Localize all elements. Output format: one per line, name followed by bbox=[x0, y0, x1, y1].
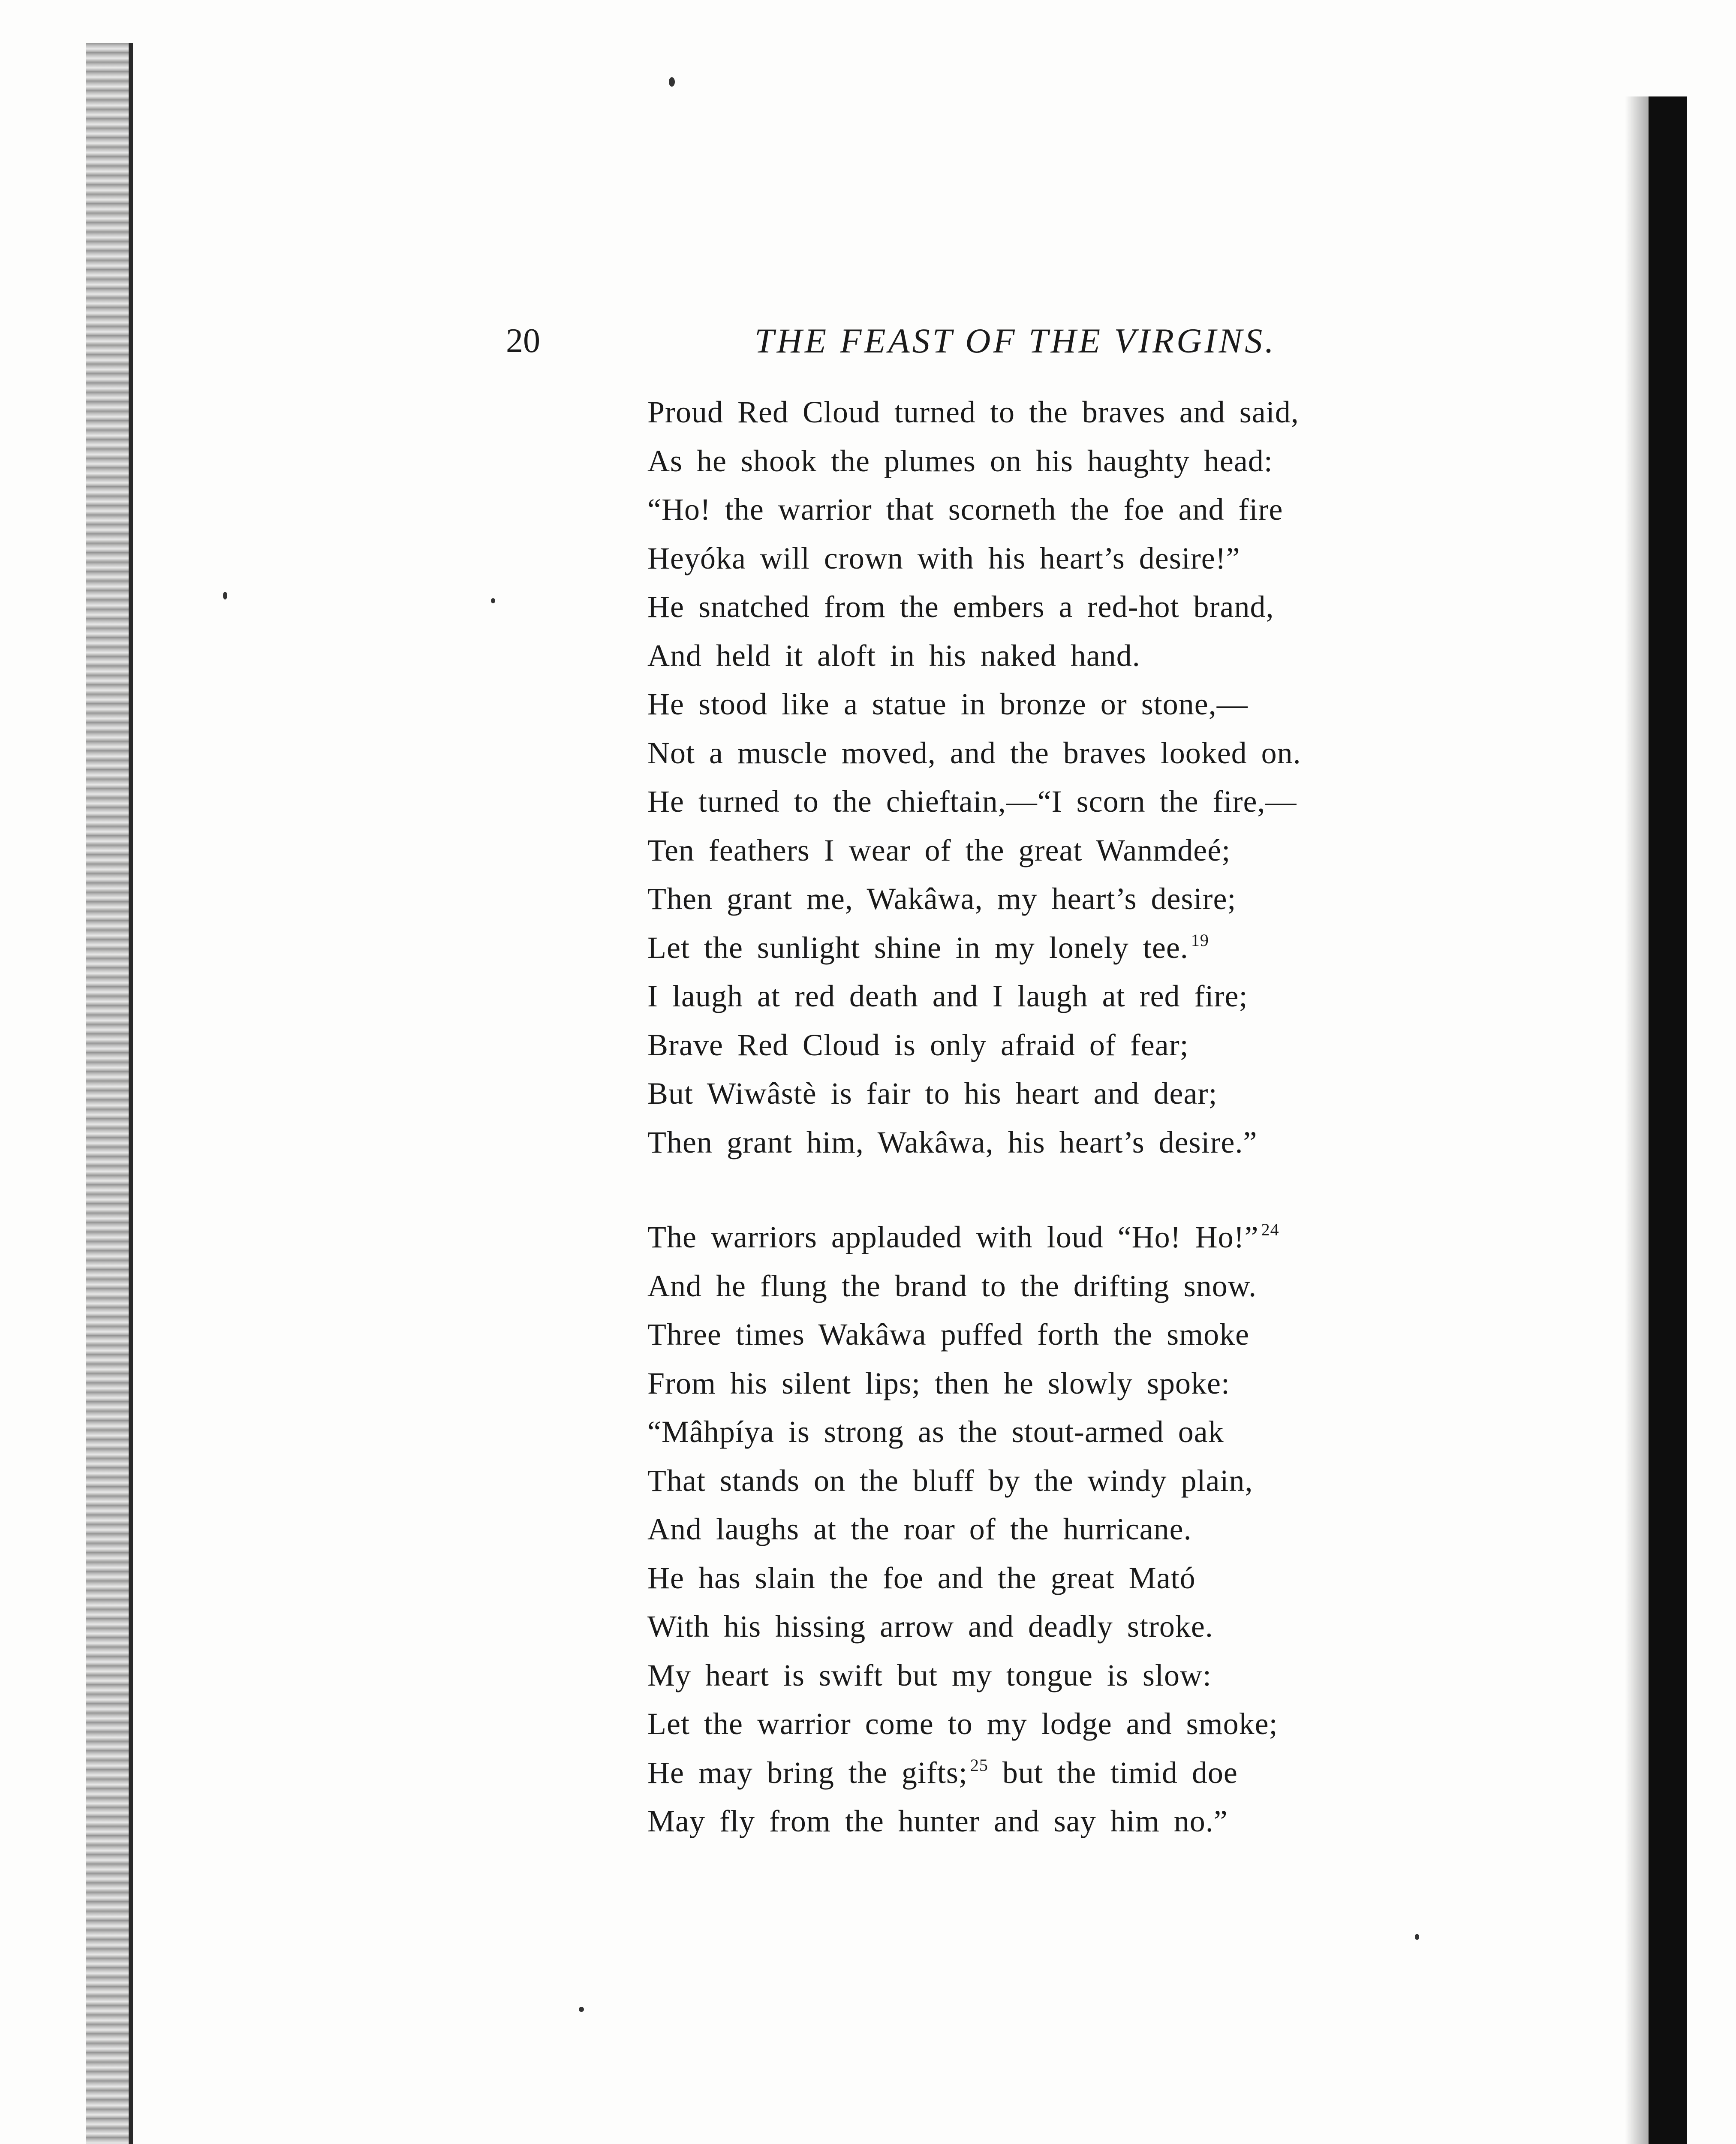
poem-line bbox=[647, 972, 1505, 1021]
poem-line-text: Let the warrior come to my lodge and smoke; bbox=[647, 1707, 1278, 1741]
scan-speck bbox=[1415, 1934, 1419, 1940]
scan-speck bbox=[669, 77, 675, 87]
binding-edge-left bbox=[86, 43, 133, 2144]
poem-line-text: He stood like a statue in bronze or stone,— bbox=[647, 687, 1248, 721]
poem-line bbox=[647, 437, 1505, 486]
poem-line-text: From his silent lips; then he slowly spoke: bbox=[647, 1366, 1230, 1400]
poem-line bbox=[647, 1700, 1505, 1749]
poem-line bbox=[647, 485, 1505, 534]
binding-shadow-fade bbox=[1625, 96, 1651, 2144]
poem-line bbox=[647, 1359, 1505, 1408]
footnote-marker: 24 bbox=[1261, 1220, 1279, 1239]
poem-line bbox=[647, 1310, 1505, 1359]
poem-line bbox=[647, 1118, 1505, 1167]
running-title: THE FEAST OF THE VIRGINS. bbox=[755, 321, 1276, 360]
poem-line bbox=[647, 1797, 1505, 1846]
stanza bbox=[647, 388, 1505, 1167]
poem-line-text: That stands on the bluff by the windy plain, bbox=[647, 1463, 1253, 1498]
poem-body bbox=[647, 388, 1505, 1892]
poem-line bbox=[647, 1021, 1505, 1070]
stanza bbox=[647, 1213, 1505, 1846]
poem-line-text: May fly from the hunter and say him no.” bbox=[647, 1804, 1228, 1838]
poem-line bbox=[647, 875, 1505, 924]
poem-line bbox=[647, 1505, 1505, 1554]
poem-line-text: Then grant me, Wakâwa, my heart’s desire; bbox=[647, 882, 1237, 916]
poem-line bbox=[647, 632, 1505, 681]
poem-line bbox=[647, 1069, 1505, 1118]
binding-line-left bbox=[129, 43, 133, 2144]
poem-line-text: And he flung the brand to the drifting snow. bbox=[647, 1268, 1257, 1303]
poem-line-text: Let the sunlight shine in my lonely tee. bbox=[647, 930, 1188, 965]
poem-line bbox=[647, 1602, 1505, 1651]
poem-line bbox=[647, 1749, 1505, 1798]
poem-line-text: And laughs at the roar of the hurricane. bbox=[647, 1512, 1192, 1546]
poem-line-text: As he shook the plumes on his haughty head: bbox=[647, 443, 1273, 478]
poem-line-text: “Mâhpíya is strong as the stout-armed oak bbox=[647, 1415, 1224, 1449]
poem-line-text: Not a muscle moved, and the braves looked on. bbox=[647, 735, 1301, 770]
poem-line bbox=[647, 680, 1505, 729]
poem-line bbox=[647, 826, 1505, 875]
poem-line bbox=[647, 777, 1505, 826]
poem-line bbox=[647, 583, 1505, 632]
poem-line-text: Heyóka will crown with his heart’s desire!” bbox=[647, 541, 1240, 575]
poem-line-text: Proud Red Cloud turned to the braves and said, bbox=[647, 395, 1299, 429]
poem-line-text: He has slain the foe and the great Mató bbox=[647, 1560, 1196, 1595]
poem-line-text: Brave Red Cloud is only afraid of fear; bbox=[647, 1027, 1189, 1062]
poem-line-text: With his hissing arrow and deadly stroke. bbox=[647, 1609, 1213, 1644]
footnote-marker: 25 bbox=[970, 1755, 988, 1775]
poem-line-text: He snatched from the embers a red-hot brand, bbox=[647, 590, 1274, 624]
poem-line bbox=[647, 1651, 1505, 1700]
poem-line bbox=[647, 388, 1505, 437]
scan-speck bbox=[491, 598, 495, 603]
poem-line-text: Then grant him, Wakâwa, his heart’s desire.” bbox=[647, 1125, 1258, 1159]
page-number: 20 bbox=[506, 322, 540, 360]
poem-line bbox=[647, 1457, 1505, 1506]
poem-line-text: Three times Wakâwa puffed forth the smoke bbox=[647, 1317, 1250, 1352]
poem-line-text: My heart is swift but my tongue is slow: bbox=[647, 1658, 1212, 1692]
poem-line bbox=[647, 729, 1505, 778]
poem-line-text: And held it aloft in his naked hand. bbox=[647, 638, 1140, 673]
scan-speck bbox=[223, 592, 227, 599]
poem-line-text-continued: but the timid doe bbox=[988, 1755, 1238, 1790]
poem-line bbox=[647, 1262, 1505, 1311]
poem-line-text: He may bring the gifts; bbox=[647, 1755, 968, 1790]
poem-line-text: But Wiwâstè is fair to his heart and dear; bbox=[647, 1076, 1218, 1111]
poem-line bbox=[647, 1554, 1505, 1603]
poem-line bbox=[647, 924, 1505, 973]
poem-line-text: “Ho! the warrior that scorneth the foe and fire bbox=[647, 492, 1283, 527]
poem-line-text: He turned to the chieftain,—“I scorn the fire,— bbox=[647, 784, 1297, 819]
footnote-marker: 19 bbox=[1191, 930, 1209, 950]
poem-line-text: Ten feathers I wear of the great Wanmdeé; bbox=[647, 833, 1231, 867]
poem-line bbox=[647, 534, 1505, 583]
binding-edge-right bbox=[1649, 96, 1687, 2144]
scan-speck bbox=[579, 2007, 584, 2012]
poem-line bbox=[647, 1213, 1505, 1262]
poem-line bbox=[647, 1408, 1505, 1457]
page-header bbox=[506, 315, 1398, 371]
poem-line-text: I laugh at red death and I laugh at red fire; bbox=[647, 979, 1248, 1013]
poem-line-text: The warriors applauded with loud “Ho! Ho!” bbox=[647, 1220, 1259, 1254]
